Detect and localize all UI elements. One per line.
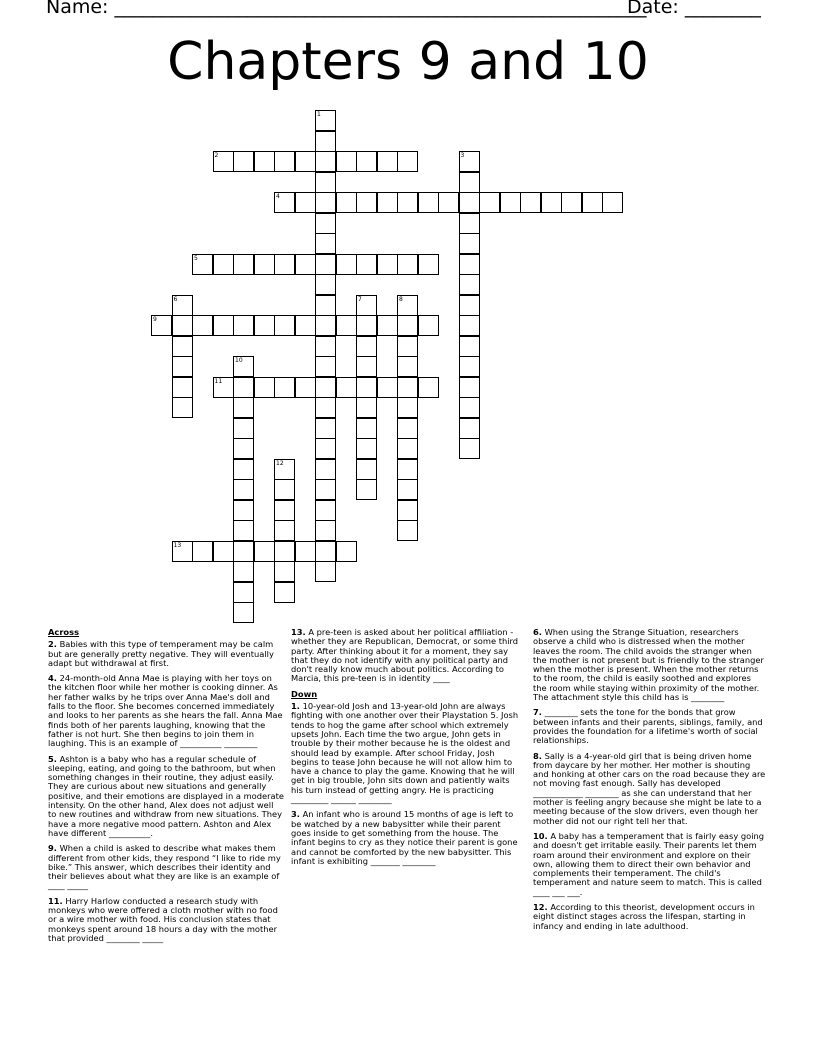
down-heading: Down [291,688,318,699]
crossword-cell[interactable] [582,192,603,213]
crossword-cell[interactable] [459,397,480,418]
crossword-cell[interactable] [356,438,377,459]
crossword-cell[interactable] [438,192,459,213]
crossword-cell[interactable] [254,377,275,398]
clue-across-13: 13. A pre-teen is asked about her political affiliation - whether they are Republican, Democrat, or some third party. After thinking about it for a moment, they say that they do not identify with any political party and don't really know much about politics. According to Marcia, this pre-teen is in identity ____ [291,627,519,684]
crossword-cell[interactable] [233,356,254,377]
cell-number: 9 [153,316,157,323]
crossword-cell[interactable] [274,192,295,213]
crossword-cell[interactable] [315,541,336,562]
crossword-cell[interactable] [336,377,357,398]
cell-number: 8 [399,295,403,303]
cell-number: 5 [194,254,198,262]
crossword-cell[interactable] [397,336,418,357]
crossword-cell[interactable] [315,233,336,254]
clue-down-6: 6. When using the Strange Situation, researchers observe a child who is distressed when the mother leaves the room. The child avoids the stranger when the mother is not present but is friendly to the stranger when the mother is present. When the mother returns to the room, the child is easily soothed and explores the room while staying within proximity of the mother. The attachment style this child has is ________ [533,627,764,703]
crossword-cell[interactable] [233,520,254,541]
crossword-cell[interactable] [315,151,336,172]
crossword-cell[interactable] [315,172,336,193]
crossword-cell[interactable] [315,500,336,521]
clue-down-12: 12. According to this theorist, development occurs in eight distinct stages across the lifespan, starting in infancy and ending in late adulthood. [533,902,755,931]
crossword-cell[interactable] [315,131,336,152]
page-title: Chapters 9 and 10 [167,32,649,92]
crossword-cell[interactable] [233,315,254,336]
crossword-cell[interactable] [233,438,254,459]
crossword-cell[interactable] [315,377,336,398]
crossword-cell[interactable] [213,377,234,398]
crossword-cell[interactable] [397,500,418,521]
date-field[interactable]: Date: ________ [627,0,761,18]
crossword-cell[interactable] [397,520,418,541]
crossword-cell[interactable] [315,356,336,377]
clue-down-1: 1. 10-year-old Josh and 13-year-old John are always fighting with one another over their Playstation 5. Josh tends to hog the game after school which extremely upsets John. Each time the two argue, John gets in trouble by their mother because he is the oldest and should lead by example. After school Friday, Josh begins to tease John because he will not allow him to have a chance to play the game. Knowing that he will get in big trouble, John sits down and patiently waits his turn instead of getting angry. He is practicing _________ ______ ________ [291,701,519,805]
crossword-cell[interactable] [356,459,377,480]
crossword-cell[interactable] [459,438,480,459]
crossword-cell[interactable] [233,254,254,275]
crossword-cell[interactable] [172,397,193,418]
clue-across-2: 2. Babies with this type of temperament may be calm but are generally pretty negative. They will eventually adapt but withdrawal at first. [48,639,274,668]
crossword-cell[interactable] [336,315,357,336]
crossword-cell[interactable] [418,377,439,398]
crossword-cell[interactable] [397,192,418,213]
crossword-cell[interactable] [151,315,172,336]
crossword-cell[interactable] [315,213,336,234]
crossword-cell[interactable] [377,151,398,172]
crossword-cell[interactable] [541,192,562,213]
clue-across-5: 5. Ashton is a baby who has a regular schedule of sleeping, eating, and going to the bathroom, but when something changes in their routine, they adjust easily. They are curious about new situations and generally positive, and their emotions are displayed in a moderate intensity. On the other hand, Alex does not adjust well to new routines and withdraw from new situations. They have a more negative mood pattern. Ashton and Alex have different __________. [48,753,284,838]
across-heading: Across [48,627,80,637]
crossword-cell[interactable] [336,192,357,213]
crossword-cell[interactable] [172,541,193,562]
crossword-cell[interactable] [315,110,336,131]
crossword-cell[interactable] [459,151,480,172]
crossword-cell[interactable] [274,254,295,275]
crossword-cell[interactable] [233,377,254,398]
crossword-cell[interactable] [315,438,336,459]
crossword-cell[interactable] [356,315,377,336]
crossword-cell[interactable] [356,336,377,357]
crossword-cell[interactable] [459,254,480,275]
crossword-cell[interactable] [254,151,275,172]
crossword-cell[interactable] [418,192,439,213]
crossword-cell[interactable] [233,459,254,480]
crossword-cell[interactable] [315,418,336,439]
crossword-cell[interactable] [274,479,295,500]
crossword-cell[interactable] [254,254,275,275]
crossword-cell[interactable] [459,213,480,234]
right-clues [533,628,767,937]
crossword-cell[interactable] [233,397,254,418]
crossword-cell[interactable] [274,151,295,172]
crossword-cell[interactable] [274,561,295,582]
crossword-cell[interactable] [459,192,480,213]
crossword-cell[interactable] [602,192,623,213]
crossword-cell[interactable] [336,541,357,562]
crossword-cell[interactable] [254,541,275,562]
crossword-cell[interactable] [233,541,254,562]
crossword-cell[interactable] [397,438,418,459]
crossword-cell[interactable] [397,295,418,316]
crossword-cell[interactable] [172,295,193,316]
crossword-cell[interactable] [213,541,234,562]
crossword-cell[interactable] [213,254,234,275]
crossword-cell[interactable] [459,274,480,295]
crossword-cell[interactable] [459,418,480,439]
crossword-cell[interactable] [397,397,418,418]
crossword-cell[interactable] [295,151,316,172]
crossword-cell[interactable] [418,254,439,275]
crossword-cell[interactable] [274,377,295,398]
crossword-cell[interactable] [315,336,336,357]
cell-number: 10 [235,357,243,364]
crossword-cell[interactable] [315,520,336,541]
crossword-cell[interactable] [274,541,295,562]
crossword-cell[interactable] [274,582,295,603]
crossword-cell[interactable] [233,418,254,439]
crossword-cell[interactable] [377,315,398,336]
crossword-cell[interactable] [213,151,234,172]
crossword-cell[interactable] [459,315,480,336]
crossword-cell[interactable] [315,397,336,418]
cell-number: 1 [317,111,321,118]
clue-down-10: 10. A baby has a temperament that is fairly easy going and doesn't get irritable easily. Their parents let them roam around their environment and explore on their own, allowing them to direct their own behavior and complements their temperament. The child's temperament and nature seem to match. This is called ____ ___ ___. [533,830,765,897]
crossword-cell[interactable] [500,192,521,213]
crossword-cell[interactable] [315,459,336,480]
crossword-cell[interactable] [397,479,418,500]
crossword-cell[interactable] [172,336,193,357]
crossword-cell[interactable] [356,151,377,172]
crossword-cell[interactable] [315,274,336,295]
crossword-cell[interactable] [315,561,336,582]
crossword-cell[interactable] [213,315,234,336]
crossword-cell[interactable] [397,254,418,275]
crossword-cell[interactable] [172,356,193,377]
across-clues [48,628,284,949]
crossword-cell[interactable] [254,315,275,336]
crossword-cell[interactable] [233,479,254,500]
cell-number: 2 [214,152,219,159]
crossword-cell[interactable] [295,315,316,336]
crossword-cell[interactable] [356,192,377,213]
crossword-cell[interactable] [233,582,254,603]
crossword-cell[interactable] [274,500,295,521]
crossword-cell[interactable] [295,192,316,213]
crossword-cell[interactable] [295,541,316,562]
crossword-cell[interactable] [377,377,398,398]
clue-down-7: 7. ________ sets the tone for the bonds that grow between infants and their parents, siblings, family, and provides the foundation for a lifetime's worth of social relationships. [533,707,763,746]
crossword-cell[interactable] [315,192,336,213]
crossword-cell[interactable] [336,254,357,275]
crossword-cell[interactable] [397,418,418,439]
crossword-cell[interactable] [356,479,377,500]
crossword-cell[interactable] [459,295,480,316]
crossword-cell[interactable] [397,151,418,172]
crossword-cell[interactable] [397,356,418,377]
crossword-cell[interactable] [295,254,316,275]
crossword-cell[interactable] [274,520,295,541]
crossword-cell[interactable] [315,315,336,336]
clue-down-8: 8. Sally is a 4-year-old girl that is being driven home from daycare by her mother. Her mother is shouting and honking at other cars on the road because they are not moving fast enough. Sally has developed ____________ ________ as she can understand that her mother is feeling angry because she might be late to a meeting because of the slow drivers, even though her mother did not our right tell her that. [533,750,766,826]
crossword-cell[interactable] [561,192,582,213]
clue-down-3: 3. An infant who is around 15 months of age is left to be watched by a new babysitter while their parent goes inside to get something from the house. The infant begins to cry as they notice their parent is gone and cannot be comforted by the new babysitter. This infant is exhibiting _______ ________ [291,809,518,866]
crossword-cell[interactable] [172,377,193,398]
cell-number: 4 [276,193,280,200]
crossword-cell[interactable] [356,356,377,377]
crossword-cell[interactable] [233,500,254,521]
crossword-cell[interactable] [377,254,398,275]
clue-across-9: 9. When a child is asked to describe what makes them different from other kids, they respond “I like to ride my bike.” This answer, which describes their identity and their believes about what they are like is an example of ____ _____ [48,843,281,891]
crossword-cell[interactable] [459,233,480,254]
crossword-cell[interactable] [192,315,213,336]
crossword-cell[interactable] [459,377,480,398]
crossword-cell[interactable] [172,315,193,336]
crossword-cell[interactable] [315,479,336,500]
crossword-cell[interactable] [356,418,377,439]
cell-number: 11 [214,377,223,385]
crossword-cell[interactable] [233,561,254,582]
clue-across-11: 11. Harry Harlow conducted a research study with monkeys who were offered a cloth mother with no food or a wire mother with food. His conclusion states that monkeys spent around 18 hours a day with the mother that provided ________ _____ [48,895,278,943]
name-field[interactable]: Name: ________________________________________________________ [46,0,647,18]
crossword-cell[interactable] [192,541,213,562]
crossword-cell[interactable] [459,356,480,377]
crossword-cell[interactable] [336,151,357,172]
crossword-cell[interactable] [233,602,254,623]
crossword-cell[interactable] [418,315,439,336]
crossword-cell[interactable] [397,315,418,336]
crossword-cell[interactable] [233,151,254,172]
crossword-cell[interactable] [356,377,377,398]
crossword-cell[interactable] [356,254,377,275]
crossword-cell[interactable] [295,377,316,398]
crossword-cell[interactable] [315,295,336,316]
crossword-cell[interactable] [356,295,377,316]
crossword-cell[interactable] [479,192,500,213]
cell-number: 12 [276,459,284,467]
middle-clues [291,628,521,872]
cell-number: 7 [358,295,362,303]
crossword-cell[interactable] [192,254,213,275]
crossword-cell[interactable] [459,336,480,357]
crossword-cell[interactable] [377,192,398,213]
crossword-cell[interactable] [315,254,336,275]
crossword-cell[interactable] [397,377,418,398]
cell-number: 13 [173,541,182,549]
crossword-cell[interactable] [274,459,295,480]
crossword-cell[interactable] [274,315,295,336]
clue-across-4: 4. 24-month-old Anna Mae is playing with her toys on the kitchen floor while her mother is cooking dinner. As her father walks by he trips over Anna Mae's doll and falls to the floor. She becomes concerned immediately and looks to her parents as she hears the fall. Anna Mae finds both of her parents laughing, knowing that the father is not hurt. She then begins to join them in laughing. This is an example of __________ ________ [48,673,283,749]
crossword-cell[interactable] [459,172,480,193]
crossword-cell[interactable] [520,192,541,213]
cell-number: 6 [173,295,178,303]
crossword-cell[interactable] [397,459,418,480]
cell-number: 3 [460,152,465,159]
crossword-cell[interactable] [356,397,377,418]
